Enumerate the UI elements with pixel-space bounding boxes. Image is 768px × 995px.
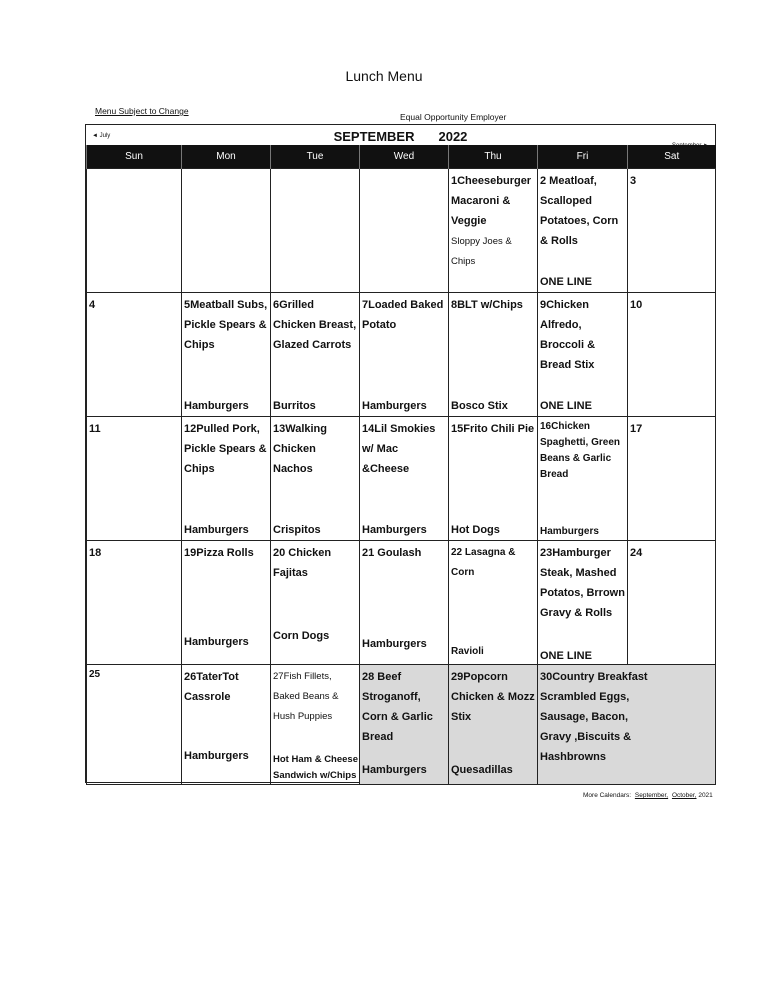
- day-15-menu: 15Frito Chili Pie: [451, 423, 535, 435]
- day-cell-24: [628, 541, 716, 665]
- day-15-alt: Hot Dogs: [451, 524, 500, 536]
- day-11-number: 11: [89, 423, 101, 435]
- day-14-alt: Hamburgers: [362, 524, 427, 536]
- day-cell-13: [271, 417, 360, 541]
- day-8-alt: Bosco Stix: [451, 400, 508, 412]
- october-link[interactable]: October,: [671, 792, 697, 799]
- day-cell-6: [271, 293, 360, 417]
- day-cell-18: [87, 541, 182, 665]
- day-3-number: 3: [630, 175, 637, 187]
- day-cell-12: [182, 417, 271, 541]
- month-name: SEPTEMBER: [333, 129, 415, 144]
- day-cell-2: [538, 169, 628, 293]
- more-calendars-footer: [583, 792, 713, 799]
- calendar-header: [86, 125, 715, 149]
- next-month-link[interactable]: September ►: [672, 143, 709, 149]
- day-4-number: 4: [89, 299, 96, 311]
- day-cell-14: [360, 417, 449, 541]
- day-9-menu: 9Chicken Alfredo, Broccoli & Bread Stix: [540, 299, 596, 371]
- day-13-alt: Crispitos: [273, 524, 321, 536]
- day-20-menu: 20 Chicken Fajitas: [273, 547, 332, 579]
- day-23-menu: 23Hamburger Steak, Mashed Potatos, Brrown Gravy & Rolls: [540, 547, 625, 619]
- day-cell-4: [87, 293, 182, 417]
- day-2-alt: ONE LINE: [540, 276, 592, 288]
- day-26-alt: Hamburgers: [184, 750, 249, 762]
- prev-month-link[interactable]: ◄ July: [92, 133, 111, 139]
- weekday-sun: Sun: [87, 145, 182, 169]
- day-13-menu: 13Walking Chicken Nachos: [273, 423, 327, 475]
- weekday-header-row: [87, 145, 716, 169]
- day-22-menu: 22 Lasagna & Corn: [451, 547, 516, 578]
- day-19-alt: Hamburgers: [184, 636, 249, 648]
- day-10-number: 10: [630, 299, 643, 311]
- footer-prefix: More Calendars:: [583, 792, 632, 799]
- day-23-alt: ONE LINE: [540, 650, 592, 662]
- day-25-number: 25: [89, 669, 101, 680]
- day-5-menu: 5Meatball Subs, Pickle Spears & Chips: [184, 299, 268, 351]
- day-7-menu: 7Loaded Baked Potato: [362, 299, 444, 331]
- weekday-mon: Mon: [182, 145, 271, 169]
- day-9-alt: ONE LINE: [540, 400, 592, 412]
- day-cell-empty: [87, 169, 182, 293]
- week-row: [87, 169, 716, 293]
- day-8-menu: 8BLT w/Chips: [451, 299, 523, 311]
- day-cell-19: [182, 541, 271, 665]
- day-29-alt: Quesadillas: [451, 764, 513, 776]
- day-12-alt: Hamburgers: [184, 524, 249, 536]
- weekday-fri: Fri: [538, 145, 628, 169]
- month-title: [86, 129, 715, 144]
- calendar-grid: [86, 145, 716, 785]
- day-cell-25: [87, 665, 182, 785]
- year: 2022: [438, 129, 468, 144]
- day-5-alt: Hamburgers: [184, 400, 249, 412]
- day-cell-22: [449, 541, 538, 665]
- weekday-wed: Wed: [360, 145, 449, 169]
- footer-year: 2021: [698, 792, 713, 799]
- day-6-alt: Burritos: [273, 400, 316, 412]
- day-cell-15: [449, 417, 538, 541]
- day-14-menu: 14Lil Smokies w/ Mac &Cheese: [362, 423, 436, 475]
- day-cell-empty: [271, 169, 360, 293]
- day-cell-16: [538, 417, 628, 541]
- weekday-thu: Thu: [449, 145, 538, 169]
- day-18-number: 18: [89, 547, 102, 559]
- day-28-alt: Hamburgers: [362, 764, 427, 776]
- day-19-menu: 19Pizza Rolls: [184, 547, 254, 559]
- day-21-menu: 21 Goulash: [362, 547, 422, 559]
- day-7-alt: Hamburgers: [362, 400, 427, 412]
- day-cell-21: [360, 541, 449, 665]
- day-12-menu: 12Pulled Pork, Pickle Spears & Chips: [184, 423, 267, 475]
- week-row: [87, 541, 716, 665]
- day-cell-1: [449, 169, 538, 293]
- day-1-menu: 1Cheeseburger Macaroni & Veggie: [451, 175, 532, 227]
- day-17-number: 17: [630, 423, 643, 435]
- weekday-sat: Sat: [628, 145, 716, 169]
- page-title: Lunch Menu: [345, 68, 423, 84]
- day-cell-empty: [360, 169, 449, 293]
- day-cell-30: [538, 665, 716, 785]
- day-29-menu: 29Popcorn Chicken & Mozz Stix: [451, 671, 535, 723]
- day-28-menu: 28 Beef Stroganoff, Corn & Garlic Bread: [362, 671, 433, 743]
- day-27-alt: Hot Ham & Cheese Sandwich w/Chips: [273, 754, 358, 781]
- day-16-alt: Hamburgers: [540, 526, 599, 537]
- day-cell-11: [87, 417, 182, 541]
- day-cell-28: [360, 665, 449, 785]
- day-cell-5: [182, 293, 271, 417]
- day-cell-20: [271, 541, 360, 665]
- week-row: [87, 293, 716, 417]
- day-cell-7: [360, 293, 449, 417]
- day-21-alt: Hamburgers: [362, 638, 427, 650]
- day-30-menu: 30Country Breakfast Scrambled Eggs, Sausage, Bacon, Gravy ,Biscuits & Hashbrowns: [540, 671, 648, 763]
- day-cell-26: [182, 665, 271, 785]
- september-link[interactable]: September,: [634, 792, 669, 799]
- subject-to-change-note: Menu Subject to Change: [95, 106, 189, 116]
- day-cell-17: [628, 417, 716, 541]
- day-26-menu: 26TaterTot Cassrole: [184, 671, 239, 703]
- day-cell-10: [628, 293, 716, 417]
- day-cell-9: [538, 293, 628, 417]
- calendar: [85, 124, 716, 783]
- day-cell-3: [628, 169, 716, 293]
- day-24-number: 24: [630, 547, 643, 559]
- day-27-menu: 27Fish Fillets, Baked Beans & Hush Puppies: [273, 671, 339, 722]
- day-22-alt: Ravioli: [451, 646, 484, 657]
- equal-opportunity-note: Equal Opportunity Employer: [400, 112, 507, 122]
- day-cell-29: [449, 665, 538, 785]
- weekday-tue: Tue: [271, 145, 360, 169]
- day-1-alt: Sloppy Joes & Chips: [451, 236, 512, 267]
- day-2-menu: 2 Meatloaf, Scalloped Potatoes, Corn & Rolls: [540, 175, 619, 247]
- day-cell-empty: [182, 169, 271, 293]
- week-row: [87, 665, 716, 785]
- day-6-menu: 6Grilled Chicken Breast, Glazed Carrots: [273, 299, 357, 351]
- day-cell-27: [271, 665, 360, 785]
- day-16-menu: 16Chicken Spaghetti, Green Beans & Garlic Bread: [540, 421, 621, 480]
- week-row: [87, 417, 716, 541]
- day-20-alt: Corn Dogs: [273, 630, 330, 642]
- day-cell-23: [538, 541, 628, 665]
- day-cell-8: [449, 293, 538, 417]
